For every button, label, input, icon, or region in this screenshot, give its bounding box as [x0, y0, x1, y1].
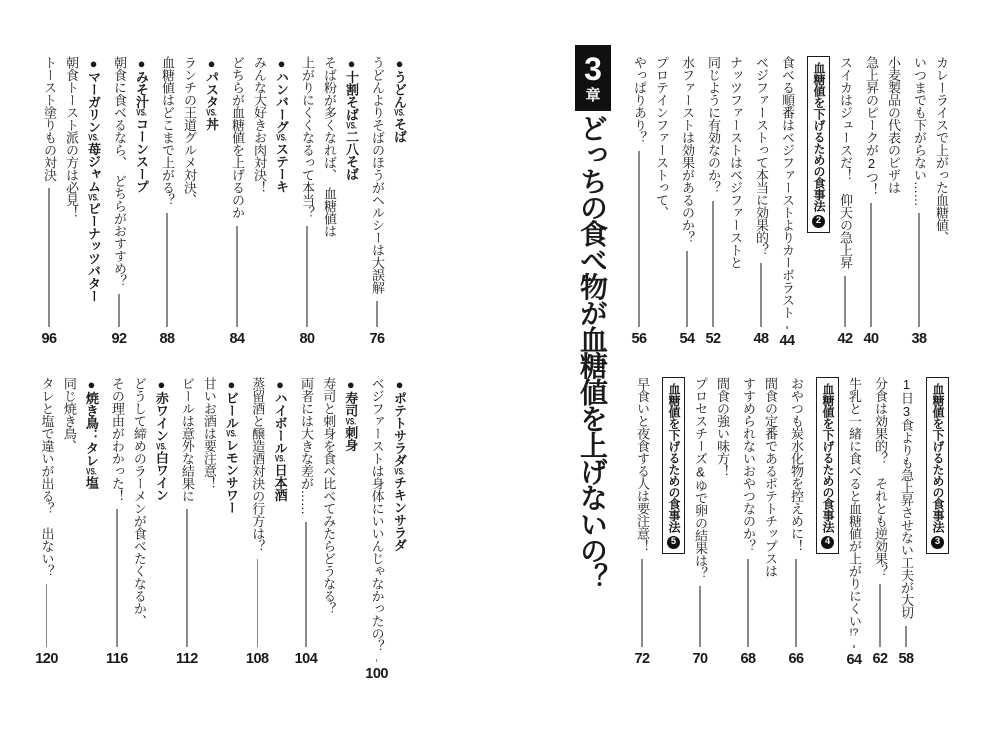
toc-entry-line — [270, 56, 292, 347]
toc-entry-line — [269, 377, 291, 667]
toc-line-text: 間食の強い味方！ — [715, 377, 730, 477]
toc-entry — [737, 377, 781, 667]
page-number: 100 — [365, 666, 388, 682]
page-number: 80 — [299, 330, 315, 347]
leader-line — [853, 645, 855, 648]
toc-entry-line — [776, 56, 798, 347]
toc-line-text: 間食の定番であるポテトチップスは — [763, 377, 778, 577]
toc-line-text: どちらが血糖値を上げるのか — [230, 56, 245, 219]
page-number: 108 — [245, 650, 269, 667]
toc-entry — [38, 56, 104, 347]
toc-line-text: その理由がわかった！ — [109, 377, 125, 502]
toc-entry — [776, 56, 798, 347]
leader-line — [641, 559, 643, 647]
left-page-bottom-entries — [35, 377, 410, 682]
toc-line-text: うどんよりそばのほうがヘルシーは大誤解 — [370, 56, 385, 294]
toc-entry-line — [340, 56, 362, 347]
toc-line-text: そば粉が多くなれば、 血糖値は — [322, 56, 337, 237]
toc-line-text: プロセスチーズ&ゆで卵の結果は？ — [693, 377, 708, 579]
leader-line — [870, 203, 872, 327]
toc-line-text: スイカはジュースだ！ 仰天の急上昇 — [838, 56, 853, 269]
toc-line-text: やっぱりあり？ — [632, 56, 647, 144]
method-number-badge: 4 — [821, 536, 834, 549]
chapter-title: どっちの食べ物が血糖値を上げないの？ — [577, 114, 608, 590]
toc-entry — [750, 56, 772, 347]
toc-line-text: いつまでも下がらない…… — [912, 56, 927, 206]
toc-entry-line — [35, 377, 58, 667]
toc-entry — [834, 56, 856, 347]
toc-entry-line — [750, 56, 772, 347]
toc-line-text: ●ハイボールVS.日本酒 — [272, 377, 288, 501]
leader-line — [905, 626, 907, 647]
toc-line-text: 上がりにくくなるって本当？ — [300, 56, 315, 219]
toc-entry-line — [295, 377, 318, 667]
toc-entry — [108, 56, 152, 347]
toc-entry-line — [724, 56, 746, 347]
leader-line — [257, 559, 259, 647]
toc-line-text: ●みそ汁VS.コーンスープ — [134, 56, 149, 193]
toc-line-text: ベジファーストって本当に効果的？ — [754, 56, 769, 256]
page-number: 84 — [229, 330, 245, 347]
toc-line-text: ●寿司VS.刺身 — [343, 377, 359, 451]
toc-entry — [869, 377, 891, 667]
method-header-text: 血糖値を下げるための食事法 — [931, 383, 945, 533]
toc-entry — [895, 377, 917, 667]
toc-entry-line — [366, 56, 388, 347]
toc-entry — [156, 56, 222, 347]
toc-entry-line — [759, 377, 781, 667]
toc-line-text: カレーライスで上がった血糖値、 — [934, 56, 949, 244]
toc-line-text: 血糖値はどこまで上がる？ — [160, 56, 175, 206]
toc-line-text: ●十割そばVS.二八そば — [344, 56, 359, 180]
toc-entry — [365, 377, 410, 682]
leader-line — [305, 522, 307, 647]
toc-line-text: 朝食に食べるなら、 どちらがおすすめ？ — [112, 56, 127, 287]
toc-entry — [246, 377, 291, 667]
toc-entry — [366, 56, 410, 347]
leader-line — [376, 301, 378, 327]
page-number: 72 — [634, 650, 650, 667]
method-header-text: 血糖値を下げるための食事法 — [667, 383, 681, 533]
leader-line — [844, 276, 846, 327]
toc-entry-line — [628, 56, 650, 347]
toc-entry-line — [785, 377, 807, 667]
page-number: 76 — [369, 330, 385, 347]
toc-line-text: 1日3食よりも急上昇させない工夫が大切 — [899, 377, 914, 619]
toc-entry-line — [198, 377, 220, 667]
page-number: 96 — [41, 330, 57, 347]
leader-line — [46, 584, 48, 647]
toc-entry-line — [156, 56, 178, 347]
method-header-box — [807, 56, 830, 233]
toc-entry-line — [843, 377, 865, 667]
toc-entry-line — [246, 377, 269, 667]
toc-line-text: 甘いお酒は要注意！ — [201, 377, 217, 490]
method-header-box — [662, 377, 685, 554]
leader-line — [376, 659, 378, 662]
leader-line — [747, 559, 749, 647]
page-number: 52 — [705, 330, 721, 347]
toc-entry — [176, 377, 242, 667]
toc-line-text: ●ビールVS.レモンサワー — [223, 377, 239, 514]
method-number-badge: 3 — [931, 536, 944, 549]
page-number: 62 — [872, 650, 888, 667]
page-number: 66 — [788, 650, 804, 667]
toc-entry-line — [908, 56, 930, 347]
method-header-text: 血糖値を下げるための食事法 — [821, 383, 835, 533]
toc-entry-line — [248, 56, 270, 347]
toc-entry-line — [58, 377, 80, 667]
toc-line-text: おやつも炭水化物を控えめに！ — [789, 377, 804, 552]
page-number: 48 — [753, 330, 769, 347]
leader-line — [236, 226, 238, 327]
page-number: 42 — [837, 330, 853, 347]
leader-line — [760, 263, 762, 327]
method-header-box — [816, 377, 839, 554]
toc-line-text: ●赤ワインVS.白ワイン — [153, 377, 169, 501]
toc-entry — [106, 377, 172, 667]
leader-line — [786, 326, 788, 329]
toc-entry-line — [130, 56, 152, 347]
toc-entry-line — [689, 377, 711, 667]
toc-entry-line — [930, 56, 952, 347]
toc-entry-line — [178, 56, 200, 347]
toc-line-text: 早食いと夜食する人は要注意！ — [635, 377, 650, 552]
toc-entry — [676, 56, 698, 347]
page-number: 54 — [679, 330, 695, 347]
toc-entry-line — [834, 56, 856, 347]
toc-entry-line — [631, 377, 653, 667]
toc-entry — [628, 56, 672, 347]
method-number-badge: 5 — [667, 536, 680, 549]
method-header — [926, 377, 949, 554]
toc-line-text: みんな大好きお肉対決！ — [252, 56, 267, 194]
left-page-top-entries — [42, 56, 410, 347]
method-number-badge: 2 — [812, 215, 825, 228]
toc-entry-line — [226, 56, 248, 347]
toc-entry-line — [60, 56, 82, 347]
toc-entry-line — [388, 56, 410, 347]
toc-entry — [843, 377, 865, 667]
leader-line — [116, 509, 118, 647]
page-number: 44 — [779, 332, 795, 349]
toc-line-text: 牛乳と一緒に食べると血糖値が上がりにくい!? — [847, 377, 862, 638]
leader-line — [686, 251, 688, 327]
toc-line-text: ベジファーストは身体にいいんじゃなかったの？ — [369, 377, 385, 652]
toc-line-text: 急上昇のピークが2つ！ — [864, 56, 879, 196]
toc-entry — [689, 377, 733, 667]
toc-entry-line — [702, 56, 724, 347]
leader-line — [166, 213, 168, 327]
method-header — [816, 377, 839, 554]
page-number: 56 — [631, 330, 647, 347]
toc-line-text: 小麦製品の代表のピザは — [886, 56, 901, 194]
toc-line-text: 水ファーストは効果があるのか？ — [680, 56, 695, 244]
page-number: 92 — [111, 330, 127, 347]
leader-line — [186, 509, 188, 647]
toc-entry-line — [339, 377, 361, 667]
toc-entry-line — [388, 377, 410, 667]
chapter-number-badge — [575, 45, 611, 111]
method-header — [807, 56, 830, 233]
toc-line-text: 食べる順番はベジファーストよりカーボラスト — [780, 56, 795, 319]
toc-line-text: 同じように有効なのか？ — [706, 56, 721, 194]
leader-line — [712, 201, 714, 327]
toc-entry-line — [150, 377, 172, 667]
toc-entry — [860, 56, 904, 347]
toc-entry-line — [882, 56, 904, 347]
toc-line-text: ●ポテトサラダVS.チキンサラダ — [392, 377, 407, 551]
toc-entry-line — [108, 56, 130, 347]
page-number: 112 — [175, 650, 198, 667]
toc-line-text: 両者には大きな差が…… — [298, 377, 314, 515]
toc-entry-line — [80, 377, 102, 667]
right-page-top-entries — [620, 56, 952, 347]
toc-entry-line — [220, 377, 242, 667]
toc-line-text: プロテインファーストって、 — [654, 56, 669, 219]
toc-entry-line — [318, 56, 340, 347]
toc-line-text: ●ハンバーグVS.ステーキ — [274, 56, 289, 193]
right-page-bottom-entries — [628, 377, 952, 667]
toc-entry — [35, 377, 102, 667]
toc-line-text: 分食は効果的？ それとも逆効果？ — [873, 377, 888, 577]
toc-entry — [702, 56, 746, 347]
method-header-box — [926, 377, 949, 554]
leader-line — [918, 213, 920, 327]
toc-entry-line — [200, 56, 222, 347]
method-header — [662, 377, 685, 554]
toc-entry — [296, 56, 362, 347]
toc-line-text: どうして締めのラーメンが食べたくなるか、 — [131, 377, 147, 627]
leader-line — [638, 151, 640, 327]
toc-line-text: トースト塗りもの対決 — [42, 56, 57, 181]
toc-entry — [908, 56, 952, 347]
page-number: 70 — [692, 650, 708, 667]
page-number: 88 — [159, 330, 175, 347]
toc-entry — [631, 377, 653, 667]
leader-line — [48, 188, 50, 327]
leader-line — [118, 294, 120, 327]
toc-line-text: 蒸留酒と醸造酒対決の行方は？ — [250, 377, 266, 552]
method-header-text: 血糖値を下げるための食事法 — [812, 62, 826, 212]
toc-entry-line — [895, 377, 917, 667]
toc-entry-line — [296, 56, 318, 347]
page-number: 64 — [846, 651, 862, 668]
leader-line — [306, 226, 308, 327]
toc-entry-line — [860, 56, 882, 347]
toc-line-text: ランチの王道グルメ対決、 — [182, 56, 197, 206]
toc-line-text: ●マーガリンVS.苺ジャムVS.ピーナッツバター — [86, 56, 101, 302]
toc-line-text: ナッツファーストはベジファーストと — [728, 56, 743, 269]
toc-entry-line — [676, 56, 698, 347]
toc-entry-line — [737, 377, 759, 667]
page-number: 58 — [898, 650, 914, 667]
toc-line-text: ●うどんVS.そば — [392, 56, 407, 143]
toc-line-text: ●焼き鳥：タレVS.塩 — [83, 377, 99, 489]
toc-entry-line — [365, 377, 388, 682]
page-number: 40 — [863, 330, 879, 347]
toc-line-text: すすめられないおやつなのか？ — [741, 377, 756, 552]
toc-line-text: タレと塩で違いが出る？ 出ない？ — [39, 377, 55, 577]
toc-line-text: 朝食トースト派の方は必見！ — [64, 56, 79, 219]
leader-line — [699, 586, 701, 647]
toc-entry — [295, 377, 362, 667]
toc-entry — [226, 56, 292, 347]
page-number: 104 — [294, 650, 318, 667]
toc-entry — [785, 377, 807, 667]
page-number: 116 — [105, 650, 128, 667]
toc-line-text: 寿司と刺身を食べ比べてみたらどうなる？ — [321, 377, 337, 615]
page-number: 120 — [35, 650, 58, 667]
leader-line — [795, 559, 797, 647]
toc-entry-line — [82, 56, 104, 347]
toc-entry-line — [711, 377, 733, 667]
toc-line-text: ●パスタVS.丼 — [204, 56, 219, 130]
toc-entry-line — [128, 377, 150, 667]
chapter-number: 3 — [584, 51, 602, 87]
toc-entry-line — [38, 56, 60, 347]
leader-line — [879, 584, 881, 647]
toc-line-text: ビールは意外な結果に — [179, 377, 195, 502]
toc-entry-line — [106, 377, 128, 667]
chapter-number-suffix: 章 — [585, 87, 601, 104]
page-number: 68 — [740, 650, 756, 667]
toc-entry-line — [317, 377, 339, 667]
page-number: 38 — [911, 330, 927, 347]
toc-entry-line — [650, 56, 672, 347]
toc-entry-line — [869, 377, 891, 667]
toc-line-text: 同じ焼き鳥、 — [61, 377, 77, 452]
toc-entry-line — [176, 377, 198, 667]
